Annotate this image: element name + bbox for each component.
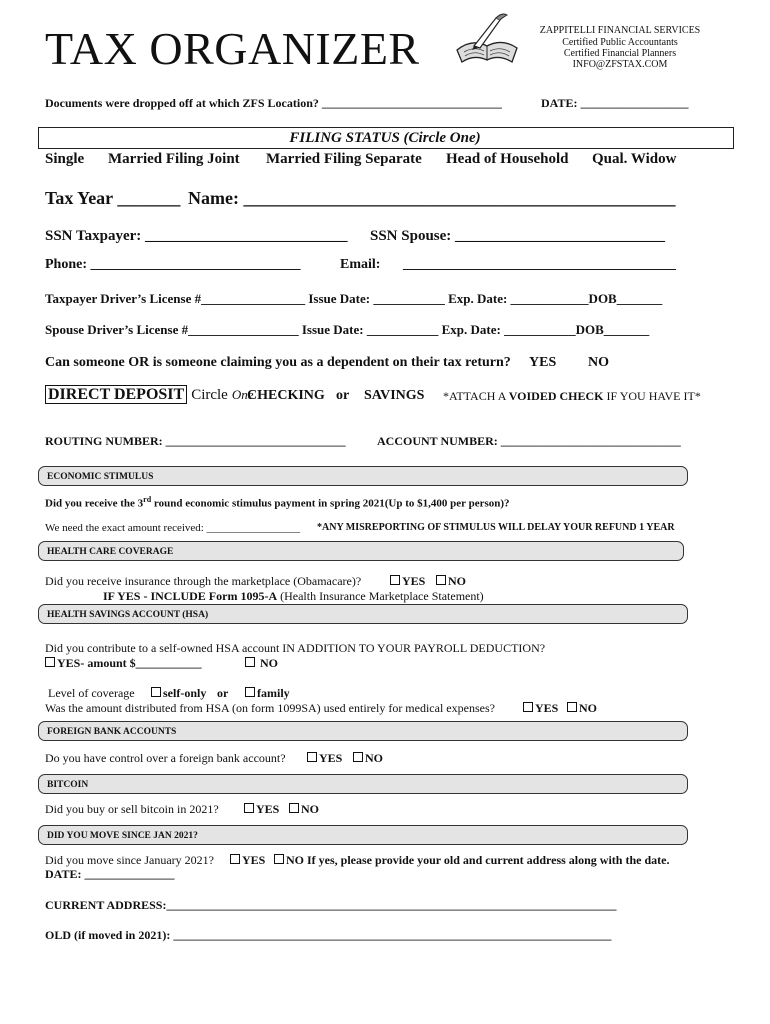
or-label: or — [336, 388, 350, 403]
foreign-no-checkbox[interactable]: NO — [353, 751, 383, 766]
firm-name: ZAPPITELLI FINANCIAL SERVICES — [539, 25, 701, 36]
direct-deposit-row — [45, 386, 254, 404]
filing-status-single[interactable]: Single — [45, 151, 85, 167]
hsa-self-only-checkbox[interactable]: self-only — [151, 686, 206, 701]
checkbox-icon — [274, 854, 284, 864]
current-address-field[interactable]: CURRENT ADDRESS:___________________________________________________________________________ — [45, 898, 617, 912]
bitcoin-question: Did you buy or sell bitcoin in 2021? — [45, 802, 219, 816]
checkbox-icon — [244, 803, 254, 813]
name-field[interactable]: Name: ________________________________________________ — [188, 188, 676, 208]
hsa-distribution-yes-checkbox[interactable]: YES — [523, 701, 558, 716]
marketplace-question: Did you receive insurance through the marketplace (Obamacare)? — [45, 574, 362, 588]
checkbox-icon — [245, 687, 255, 697]
tax-year-field[interactable]: Tax Year _______ — [45, 188, 181, 208]
checkbox-icon — [390, 575, 400, 585]
dependent-question: Can someone OR is someone claiming you as a dependent on their tax return? — [45, 355, 511, 370]
hsa-coverage-label: Level of coverage — [48, 686, 135, 700]
filing-status-married-joint[interactable]: Married Filing Joint — [108, 151, 240, 167]
checkbox-icon — [151, 687, 161, 697]
pen-and-book-icon — [452, 12, 522, 72]
checkbox-icon — [523, 702, 533, 712]
direct-deposit-label: DIRECT DEPOSIT — [45, 385, 187, 404]
filing-status-heading: FILING STATUS (Circle One) — [289, 130, 481, 146]
move-no-checkbox[interactable]: NO If yes, please provide your old and current address along with the date. — [274, 853, 669, 868]
section-economic-stimulus: ECONOMIC STIMULUS — [38, 466, 688, 486]
email-label: Email: — [340, 257, 381, 272]
hsa-family-checkbox[interactable]: family — [245, 686, 290, 701]
checkbox-icon — [567, 702, 577, 712]
stimulus-question: Did you receive the 3rd round economic stimulus payment in spring 2021(Up to $1,400 per person)? — [45, 495, 510, 510]
taxpayer-license-field[interactable]: Taxpayer Driver’s License #________________ Issue Date: ___________ Exp. Date: ____________DOB_______ — [45, 291, 663, 306]
hsa-or-label: or — [217, 686, 229, 700]
section-foreign-bank: FOREIGN BANK ACCOUNTS — [38, 721, 688, 741]
dropoff-date-field[interactable]: DATE: __________________ — [541, 96, 689, 110]
dependent-no-option[interactable]: NO — [588, 355, 609, 370]
page-title: TAX ORGANIZER — [45, 23, 420, 74]
foreign-bank-question: Do you have control over a foreign bank account? — [45, 751, 286, 765]
checkbox-icon — [307, 752, 317, 762]
section-bitcoin: BITCOIN — [38, 774, 688, 794]
hsa-distribution-no-checkbox[interactable]: NO — [567, 701, 597, 716]
spouse-license-field[interactable]: Spouse Driver’s License #_________________ Issue Date: ___________ Exp. Date: ___________DOB_______ — [45, 322, 650, 337]
phone-field[interactable]: Phone: ______________________________ — [45, 257, 301, 272]
marketplace-yes-checkbox[interactable]: YES — [390, 574, 425, 589]
bitcoin-yes-checkbox[interactable]: YES — [244, 802, 279, 817]
hsa-distribution-question: Was the amount distributed from HSA (on form 1099SA) used entirely for medical expenses? — [45, 701, 495, 715]
checkbox-icon — [245, 657, 255, 667]
savings-option[interactable]: SAVINGS — [364, 388, 425, 403]
checkbox-icon — [230, 854, 240, 864]
firm-email: INFO@ZFSTAX.COM — [572, 59, 668, 70]
old-address-field[interactable]: OLD (if moved in 2021): _________________________________________________________________________ — [45, 928, 612, 942]
hsa-yes-amount-field[interactable]: YES- amount $___________ — [45, 656, 202, 671]
filing-status-qual-widow[interactable]: Qual. Widow — [592, 151, 677, 167]
checkbox-icon — [353, 752, 363, 762]
stimulus-warning: *ANY MISREPORTING OF STIMULUS WILL DELAY YOUR REFUND 1 YEAR — [317, 522, 675, 533]
checking-option[interactable]: CHECKING — [247, 388, 325, 403]
filing-status-married-separate[interactable]: Married Filing Separate — [266, 151, 422, 167]
foreign-yes-checkbox[interactable]: YES — [307, 751, 342, 766]
checkbox-icon — [45, 657, 55, 667]
routing-number-field[interactable]: ROUTING NUMBER: ______________________________ — [45, 434, 346, 448]
section-moved: DID YOU MOVE SINCE JAN 2021? — [38, 825, 688, 845]
firm-line-2: Certified Public Accountants — [562, 37, 678, 48]
account-number-field[interactable]: ACCOUNT NUMBER: ______________________________ — [377, 434, 681, 448]
hsa-no-checkbox[interactable]: NO — [245, 656, 278, 671]
ssn-spouse-field[interactable]: SSN Spouse: ____________________________ — [370, 228, 666, 244]
circle-label: Circle — [191, 387, 228, 403]
section-health-care: HEALTH CARE COVERAGE — [38, 541, 684, 561]
form-1095a-note: IF YES - INCLUDE Form 1095-A (Health Insurance Marketplace Statement) — [103, 589, 484, 603]
filing-status-head-of-household[interactable]: Head of Household — [446, 151, 569, 167]
one-label: One — [231, 387, 254, 402]
dependent-yes-option[interactable]: YES — [529, 355, 557, 370]
move-date-field[interactable]: DATE: _______________ — [45, 867, 175, 881]
section-hsa: HEALTH SAVINGS ACCOUNT (HSA) — [38, 604, 688, 624]
ssn-taxpayer-field[interactable]: SSN Taxpayer: ___________________________ — [45, 228, 348, 244]
hsa-question: Did you contribute to a self-owned HSA account IN ADDITION TO YOUR PAYROLL DEDUCTION? — [45, 641, 546, 655]
attach-check-note: *ATTACH A VOIDED CHECK IF YOU HAVE IT* — [443, 389, 701, 403]
dropoff-location-field[interactable]: Documents were dropped off at which ZFS Location? ______________________________ — [45, 96, 502, 110]
firm-line-3: Certified Financial Planners — [563, 48, 677, 59]
marketplace-no-checkbox[interactable]: NO — [436, 574, 466, 589]
move-question: Did you move since January 2021? — [45, 853, 214, 867]
checkbox-icon — [436, 575, 446, 585]
move-yes-checkbox[interactable]: YES — [230, 853, 265, 868]
email-field[interactable]: _______________________________________ — [403, 257, 676, 272]
stimulus-amount-field[interactable]: We need the exact amount received: _________________ — [45, 522, 301, 534]
bitcoin-no-checkbox[interactable]: NO — [289, 802, 319, 817]
checkbox-icon — [289, 803, 299, 813]
